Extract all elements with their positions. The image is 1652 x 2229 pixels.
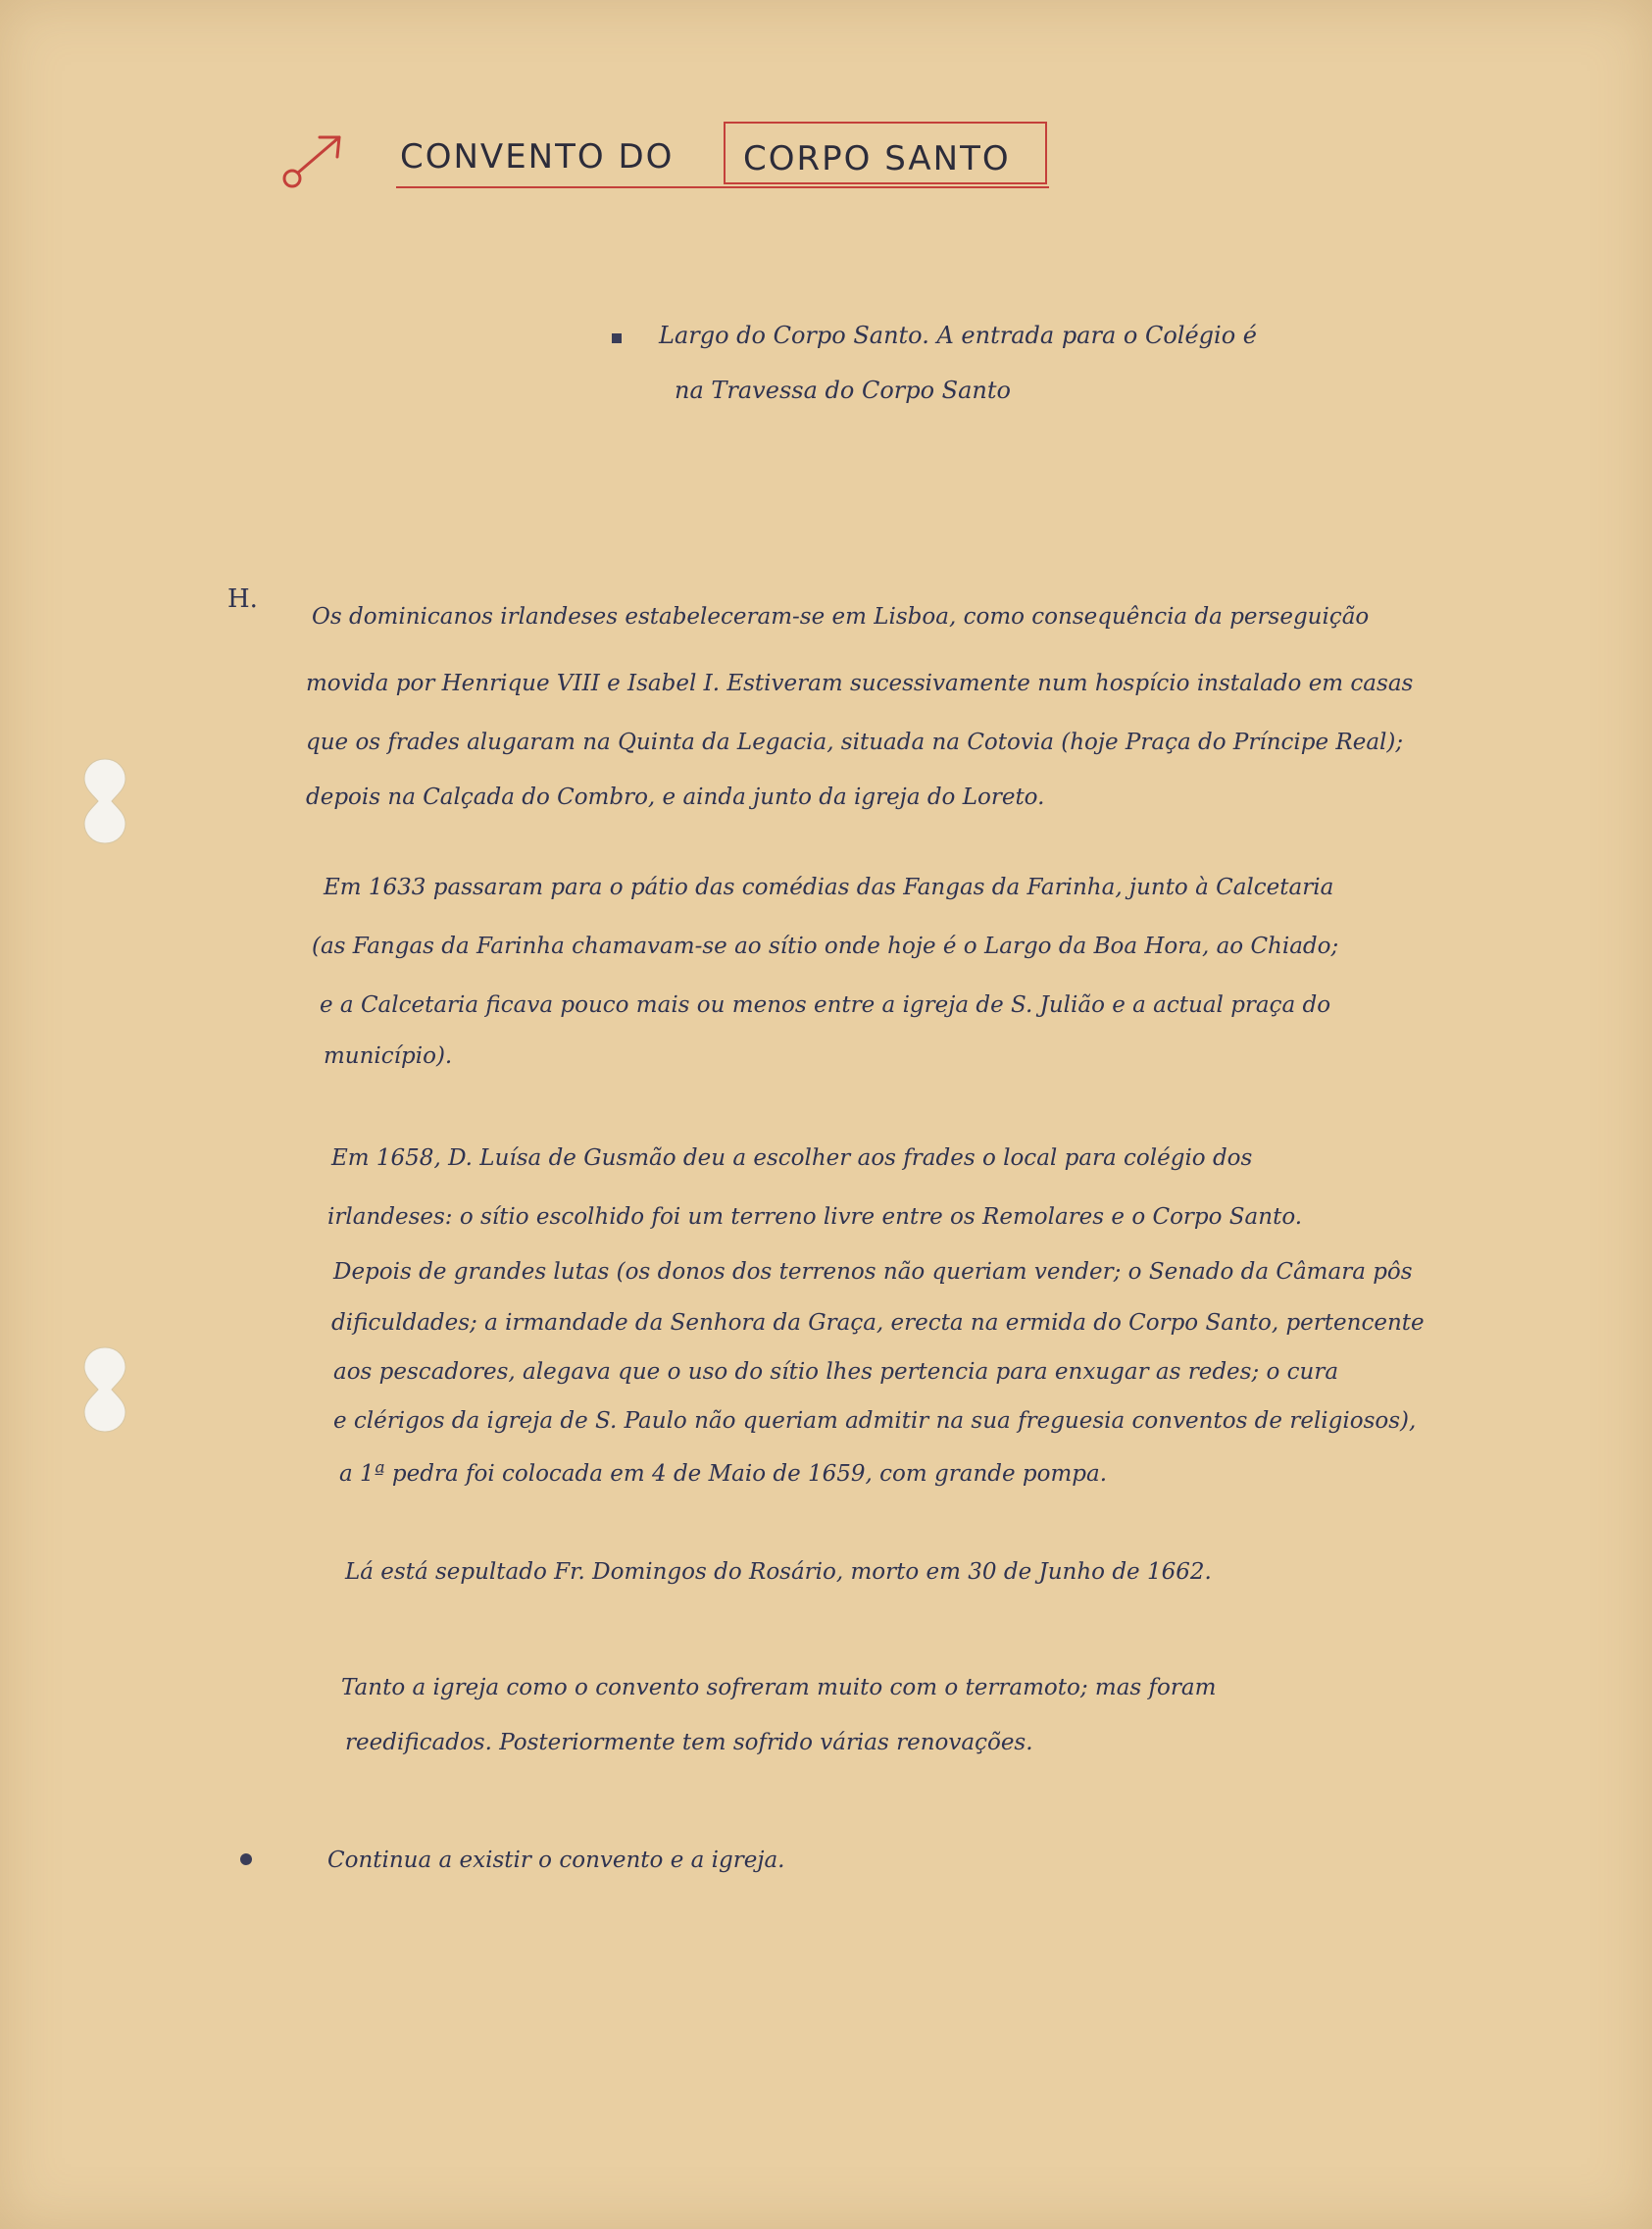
paragraph-1-line: movida por Henrique VIII e Isabel I. Estiveram sucessivamente num hospício instalado em casas — [306, 671, 1414, 696]
paragraph-5-line: reedificados. Posteriormente tem sofrido várias renovações. — [345, 1730, 1033, 1755]
paragraph-4-line: Lá está sepultado Fr. Domingos do Rosário, morto em 30 de Junho de 1662. — [345, 1559, 1212, 1585]
paragraph-2-line: município). — [324, 1043, 453, 1069]
paragraph-3-line: aos pescadores, alegava que o uso do sítio lhes pertencia para enxugar as redes; o cura — [333, 1359, 1339, 1385]
paragraph-3-line: Em 1658, D. Luísa de Gusmão deu a escolher aos frades o local para colégio dos — [331, 1145, 1253, 1171]
title-area — [280, 122, 1065, 200]
location-note-line: Largo do Corpo Santo. A entrada para o Colégio é — [659, 322, 1257, 349]
arrow-icon — [280, 127, 349, 190]
punch-hole-icon — [82, 757, 127, 845]
paragraph-2-line: (as Fangas da Farinha chamavam-se ao sítio onde hoje é o Largo da Boa Hora, ao Chiado; — [312, 934, 1339, 959]
location-note-line: na Travessa do Corpo Santo — [675, 377, 1011, 404]
paragraph-3-line: a 1ª pedra foi colocada em 4 de Maio de 1659, com grande pompa. — [339, 1461, 1108, 1487]
paragraph-5-line: Tanto a igreja como o convento sofreram muito com o terramoto; mas foram — [341, 1675, 1217, 1700]
paragraph-1-line: depois na Calçada do Combro, e ainda junto da igreja do Loreto. — [306, 785, 1045, 810]
page-title-part1: CONVENTO DO — [400, 137, 675, 177]
section-marker: H. — [227, 584, 258, 614]
paragraph-2-line: Em 1633 passaram para o pátio das comédias das Fangas da Farinha, junto à Calcetaria — [324, 875, 1334, 900]
paragraph-3-line: irlandeses: o sítio escolhido foi um terreno livre entre os Remolares e o Corpo Santo. — [327, 1204, 1303, 1230]
paragraph-3-line: Depois de grandes lutas (os donos dos terrenos não queriam vender; o Senado da Câmara pôs — [333, 1259, 1413, 1285]
punch-hole-icon — [82, 1345, 127, 1434]
square-bullet-icon — [612, 333, 622, 343]
paragraph-1-line: que os frades alugaram na Quinta da Legacia, situada na Cotovia (hoje Praça do Príncipe Real); — [306, 730, 1404, 755]
paragraph-1-line: Os dominicanos irlandeses estabeleceram-se em Lisboa, como consequência da perseguição — [312, 604, 1370, 630]
paragraph-3-line: e clérigos da igreja de S. Paulo não queriam admitir na sua freguesia conventos de religiosos), — [333, 1408, 1417, 1434]
paragraph-3-line: dificuldades; a irmandade da Senhora da Graça, erecta na ermida do Corpo Santo, pertencente — [331, 1310, 1425, 1336]
paragraph-2-line: e a Calcetaria ficava pouco mais ou menos entre a igreja de S. Julião e a actual praça do — [320, 992, 1331, 1018]
bullet-dot-icon — [240, 1853, 252, 1865]
page-title-part2-boxed: CORPO SANTO — [724, 122, 1047, 184]
bullet-note: Continua a existir o convento e a igreja. — [327, 1848, 785, 1873]
title-underline — [396, 186, 1049, 188]
